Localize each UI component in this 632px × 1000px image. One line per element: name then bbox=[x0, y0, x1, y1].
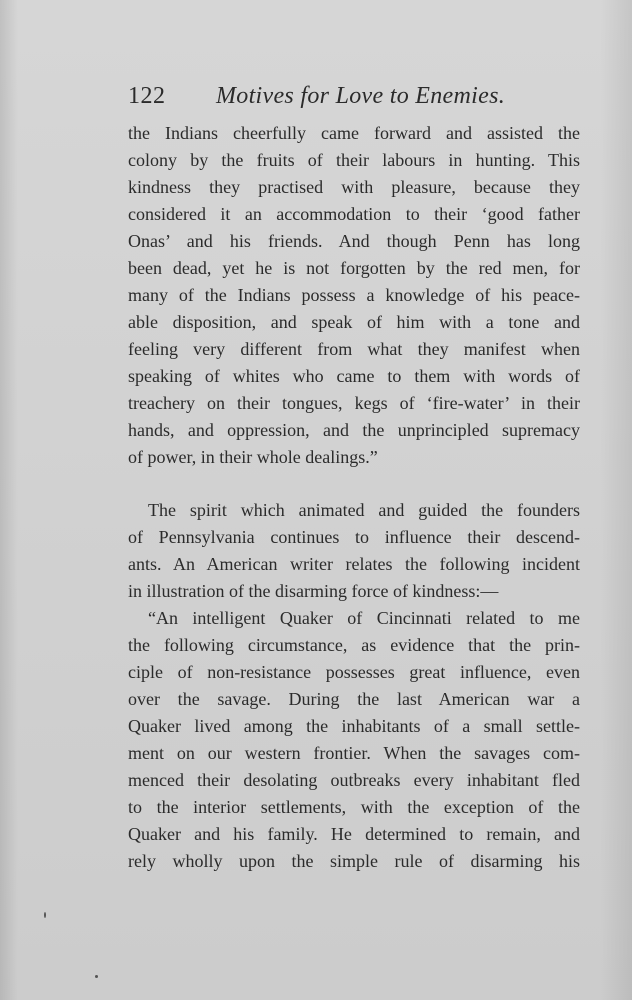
page-header bbox=[128, 78, 588, 114]
text-line: kindness they practised with pleasure, because they bbox=[128, 177, 580, 197]
text-line: ants. An American writer relates the following incident bbox=[128, 554, 580, 574]
paragraph bbox=[128, 497, 580, 605]
text-line: of Pennsylvania continues to influence their descend- bbox=[128, 527, 580, 547]
text-line: in illustration of the disarming force of kindness:— bbox=[128, 581, 499, 601]
text-line: treachery on their tongues, kegs of ‘fire-water’ in their bbox=[128, 393, 580, 413]
text-line: many of the Indians possess a knowledge of his peace- bbox=[128, 285, 580, 305]
text-line: feeling very different from what they manifest when bbox=[128, 339, 580, 359]
paragraph bbox=[128, 605, 580, 875]
text-line: rely wholly upon the simple rule of disarming his bbox=[128, 851, 580, 871]
text-line: speaking of whites who came to them with words of bbox=[128, 366, 580, 386]
text-line: able disposition, and speak of him with a tone and bbox=[128, 312, 580, 332]
text-line: The spirit which animated and guided the founders bbox=[148, 500, 580, 520]
paragraph-gap bbox=[128, 471, 580, 497]
text-line: “An intelligent Quaker of Cincinnati related to me bbox=[148, 608, 580, 628]
text-line: ciple of non-resistance possesses great influence, even bbox=[128, 662, 580, 682]
text-line: the following circumstance, as evidence that the prin- bbox=[128, 635, 580, 655]
body-text bbox=[128, 120, 580, 875]
text-line: hands, and oppression, and the unprincipled supremacy bbox=[128, 420, 580, 440]
text-line: colony by the fruits of their labours in hunting. This bbox=[128, 150, 580, 170]
text-line: menced their desolating outbreaks every inhabitant fled bbox=[128, 770, 580, 790]
text-line: of power, in their whole dealings.” bbox=[128, 447, 378, 467]
text-line: ment on our western frontier. When the savages com- bbox=[128, 743, 580, 763]
print-speck bbox=[44, 912, 46, 918]
running-title: Motives for Love to Enemies. bbox=[216, 83, 506, 109]
print-speck bbox=[95, 975, 98, 978]
page-number: 122 bbox=[128, 83, 166, 109]
text-line: to the interior settlements, with the exception of the bbox=[128, 797, 580, 817]
text-line: Quaker lived among the inhabitants of a small settle- bbox=[128, 716, 580, 736]
text-line: Quaker and his family. He determined to remain, and bbox=[128, 824, 580, 844]
paragraph bbox=[128, 120, 580, 471]
text-line: been dead, yet he is not forgotten by the red men, for bbox=[128, 258, 580, 278]
text-line: the Indians cheerfully came forward and assisted the bbox=[128, 123, 580, 143]
text-line: Onas’ and his friends. And though Penn has long bbox=[128, 231, 580, 251]
text-line: considered it an accommodation to their ‘good father bbox=[128, 204, 580, 224]
text-line: over the savage. During the last American war a bbox=[128, 689, 580, 709]
